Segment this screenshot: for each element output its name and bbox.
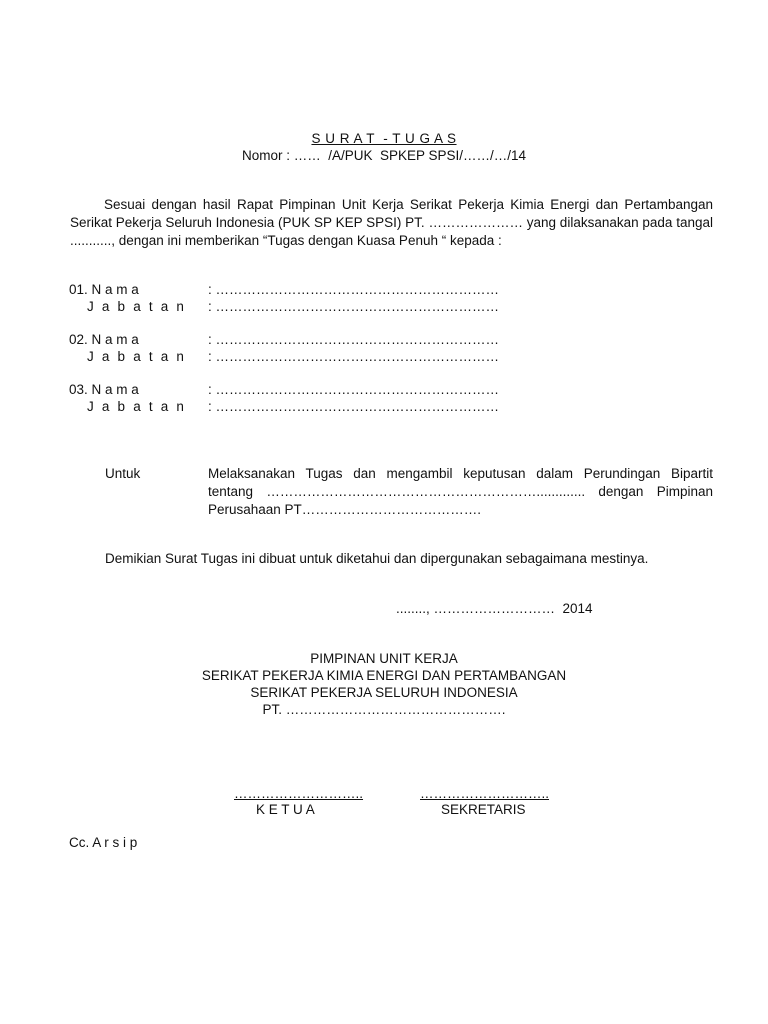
- signatory-union: SERIKAT PEKERJA KIMIA ENERGI DAN PERTAMBANGAN: [201, 668, 567, 683]
- letter-title: S U R A T - T U G A S: [311, 131, 457, 146]
- member-1-position-label: J a b a t a n: [87, 299, 187, 314]
- purpose-text: Melaksanakan Tugas dan mengambil keputusan dalam Perundingan Bipartit tentang ……………………………………………………............. dengan Pimpinan Perusahaan PT………………………………….: [208, 466, 713, 517]
- signatory-title: PIMPINAN UNIT KERJA: [310, 651, 458, 666]
- member-3-name-label: 03. N a m a: [69, 382, 139, 397]
- member-1-name-value: : ………………………………………………………: [208, 282, 500, 297]
- member-2-position-label: J a b a t a n: [87, 349, 187, 364]
- member-1-name-label: 01. N a m a: [69, 282, 139, 297]
- member-3-position-value: : ………………………………………………………: [208, 399, 500, 414]
- signatory-federation: SERIKAT PEKERJA SELURUH INDONESIA: [250, 685, 518, 700]
- member-2-position-value: : ………………………………………………………: [208, 349, 500, 364]
- sekretaris-label: SEKRETARIS: [441, 802, 526, 817]
- ketua-signature-line: ………………………..: [234, 786, 364, 801]
- closing-statement: Demikian Surat Tugas ini dibuat untuk diketahui dan dipergunakan sebagaimana mestinya.: [105, 551, 649, 566]
- letter-number: Nomor : …… /A/PUK SPKEP SPSI/……/…/14: [241, 148, 527, 163]
- member-1-position-value: : ………………………………………………………: [208, 299, 500, 314]
- member-2-name-value: : ………………………………………………………: [208, 332, 500, 347]
- member-3-name-value: : ………………………………………………………: [208, 382, 500, 397]
- place-date: ........, ……………………… 2014: [396, 601, 593, 616]
- member-3-position-label: J a b a t a n: [87, 399, 187, 414]
- member-2-name-label: 02. N a m a: [69, 332, 139, 347]
- sekretaris-signature-line: ………………………..: [420, 786, 550, 801]
- intro-paragraph: Sesuai dengan hasil Rapat Pimpinan Unit Kerja Serikat Pekerja Kimia Energi dan Pertambangan Serikat Pekerja Seluruh Indonesia (PUK SP KEP SPSI) PT. ………………… yang dilaksanakan pada tangal ..........., dengan ini memberikan “Tugas dengan Kuasa Penuh “ kepada :: [70, 197, 713, 248]
- signatory-company: PT. ………………………………………….: [262, 702, 506, 717]
- purpose-label: Untuk: [105, 466, 141, 481]
- carbon-copy: Cc. A r s i p: [69, 835, 138, 850]
- ketua-label: K E T U A: [256, 802, 315, 817]
